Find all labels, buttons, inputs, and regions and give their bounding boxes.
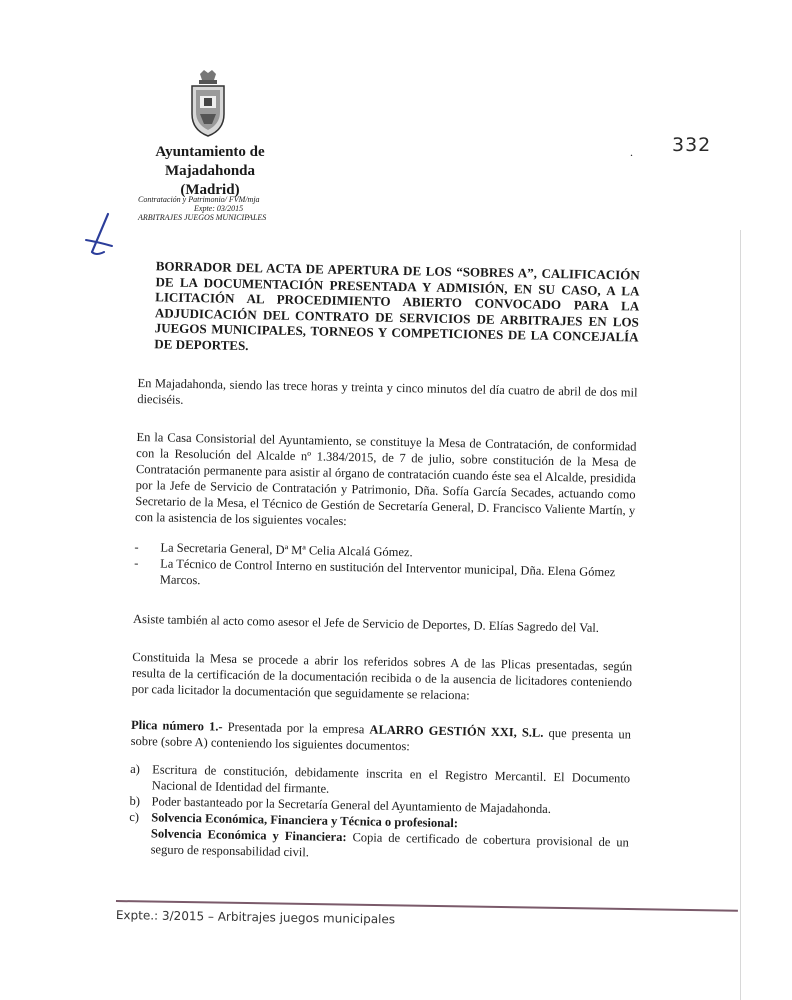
- meta-line: Expte: 03/2015: [194, 204, 244, 213]
- list-item-text: La Técnico de Control Interno en sustitución del Interventor municipal, Dña. Elena Gómez Marcos.: [159, 556, 616, 588]
- solvency-sub-heading: Solvencia Económica y Financiera:: [150, 826, 347, 845]
- item-letter: b): [129, 793, 141, 809]
- org-line: (Madrid): [180, 182, 240, 198]
- document-body: [129, 258, 640, 866]
- item-letter: a): [130, 761, 141, 777]
- advisor-paragraph: Asiste también al acto como asesor el Jefe de Servicio de Deportes, D. Elías Sagredo del Val.: [132, 611, 600, 635]
- opening-envelopes-paragraph: Constituida la Mesa se procede a abrir los referidos sobres A de las Plicas presentadas, según resulta de la certificación de la documentación recibida o de la ausencia de licitadores conteniendo por cada licitador la documentación que seguidamente se relaciona:: [131, 649, 633, 703]
- handwritten-margin-mark-icon: [82, 212, 118, 258]
- list-item-text: Escritura de constitución, debidamente inscrita en el Registro Mercantil. El Documento Nacional de Identidad del firmante.: [151, 762, 631, 796]
- footer-reference: Expte.: 3/2015 – Arbitrajes juegos municipales: [115, 908, 396, 927]
- list-item-text: La Secretaria General, Dª Mª Celia Alcalá Gómez.: [160, 540, 413, 560]
- page-number: 332: [672, 134, 712, 156]
- org-line: Ayuntamiento de: [155, 144, 265, 160]
- municipal-crest-icon: [186, 68, 230, 138]
- meta-line: ARBITRAJES JUEGOS MUNICIPALES: [138, 213, 267, 222]
- stray-dot: .: [630, 145, 633, 159]
- document-title: BORRADOR DEL ACTA DE APERTURA DE LOS “SOBRES A”, CALIFICACIÓN DE LA DOCUMENTACIÓN PRESENTADA Y ADMISIÓN, EN SU CASO, A LA LICITACIÓN AL PROCEDIMIENTO ABIERTO CONVOCADO PARA LA ADJUDICACIÓN DEL CONTRATO DE SERVICIOS DE ARBITRAJES EN LOS JUEGOS MUNICIPALES, TORNEOS Y COMPETICIONES DE LA CONCEJALÍA DE DEPORTES.: [154, 258, 640, 353]
- bullet: -: [134, 555, 139, 571]
- solvency-heading: Solvencia Económica, Financiera y Técnica o profesional:: [151, 810, 459, 831]
- org-line: Majadahonda: [164, 163, 256, 179]
- item-letter: c): [129, 809, 140, 825]
- constitution-paragraph: En la Casa Consistorial del Ayuntamiento, se constituye la Mesa de Contratación, de conformidad con la Resolución del Alcalde nº 1.384/2015, de 7 de julio, sobre constitución de la Mesa de Contratación permanente para asistir al órgano de contratación cuando éste sea el Alcalde, presidida por la Jefe de Servicio de Contratación y Patrimonio, Dña. Sofía García Secades, actuando como Secretario de la Mesa, el Técnico de Gestión de Secretaría General, D. Francisco Valiente Martín, y con la asistencia de los siguientes vocales:: [134, 429, 637, 529]
- meta-line: Contratación y Patrimonio/ FVM/mja: [138, 195, 260, 204]
- plica-label: Plica número 1.-: [130, 717, 223, 734]
- list-item-text: Poder bastanteado por la Secretaría General del Ayuntamiento de Majadahonda.: [151, 794, 552, 816]
- organization-name: [140, 143, 280, 200]
- opening-paragraph: En Majadahonda, siendo las trece horas y treinta y cinco minutos del día cuatro de abril de dos mil dieciséis.: [137, 375, 638, 407]
- solvency-text: Copia de certificado de cobertura provisional de un seguro de responsabilidad civil.: [150, 830, 630, 860]
- vocales-list: [134, 539, 635, 597]
- plica-text-tail: que presenta un sobre (sobre A) conteniendo los siguientes documentos:: [130, 725, 632, 754]
- bullet: -: [134, 539, 139, 555]
- plica-paragraph: [131, 717, 632, 759]
- page-edge: [740, 230, 741, 1000]
- department-reference: [138, 195, 266, 222]
- documents-list: [129, 761, 631, 867]
- plica-text: Presentada por la empresa: [222, 719, 370, 737]
- list-item: [129, 809, 630, 867]
- company-name: ALARRO GESTIÓN XXI, S.L.: [369, 722, 544, 740]
